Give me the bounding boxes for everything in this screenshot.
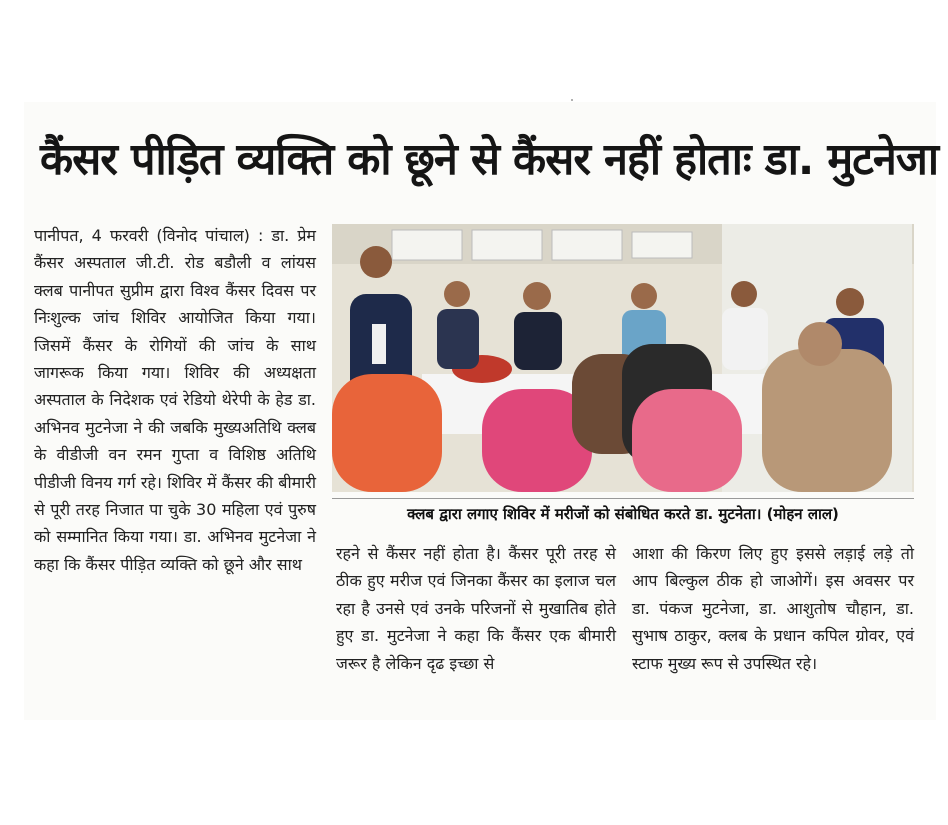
article-column-3: [632, 540, 914, 677]
speck: [571, 99, 573, 101]
article-paragraph: आशा की किरण लिए हुए इससे लड़ाई लड़े तो आप बिल्कुल ठीक हो जाओगें। इस अवसर पर डा. पंकज मुटनेजा, डा. आशुतोष चौहान, डा. सुभाष ठाकुर, क्लब के प्रधान कपिल ग्रोवर, एवं स्टाफ मुख्य रूप से उपस्थित रहे।: [632, 544, 914, 673]
article-paragraph: पानीपत, 4 फरवरी (विनोद पांचाल) : डा. प्रेम कैंसर अस्पताल जी.टी. रोड बडौली व लांयस क्लब पानीपत सुप्रीम द्वारा विश्व कैंसर दिवस पर निःशुल्क जांच शिविर आयोजित किया गया। जिसमें कैंसर के रोगियों की जांच के साथ जागरूक किया गया। शिविर की अध्यक्षता अस्पताल के निदेशक एवं रेडियो थेरेपी के हेड डा. अभिनव मुटनेजा ने की जबकि मुख्यअतिथि क्लब के वीडीजी वन रमन गुप्ता व विशिष्ठ अतिथि पीडीजी विनय गर्ग रहे। शिविर में कैंसर की बीमारी से पूरी तरह निजात पा चुके 30 महिला एवं पुरुष को सम्मानित किया गया। डा. अभिनव मुटनेजा ने कहा कि कैंसर पीड़ित व्यक्ति को छूने और साथ: [34, 226, 316, 574]
article-column-1: [34, 222, 316, 578]
article-paragraph: रहने से कैंसर नहीं होता है। कैंसर पूरी तरह से ठीक हुए मरीज एवं जिनका कैंसर का इलाज चल रहा है उनसे एवं उनके परिजनों से मुखातिब होते हुए डा. मुटनेजा ने कहा कि कैंसर एक बीमारी जरूर है लेकिन दृढ इच्छा से: [336, 544, 616, 673]
headline: कैंसर पीड़ित व्यक्ति को छूने से कैंसर नहीं होताः डा. मुटनेजा: [40, 134, 939, 185]
event-photo: [332, 224, 914, 492]
photo-caption: क्लब द्वारा लगाए शिविर में मरीजों को संबोधित करते डा. मुटनेता। (मोहन लाल): [332, 498, 914, 529]
article-column-2: [336, 540, 616, 677]
